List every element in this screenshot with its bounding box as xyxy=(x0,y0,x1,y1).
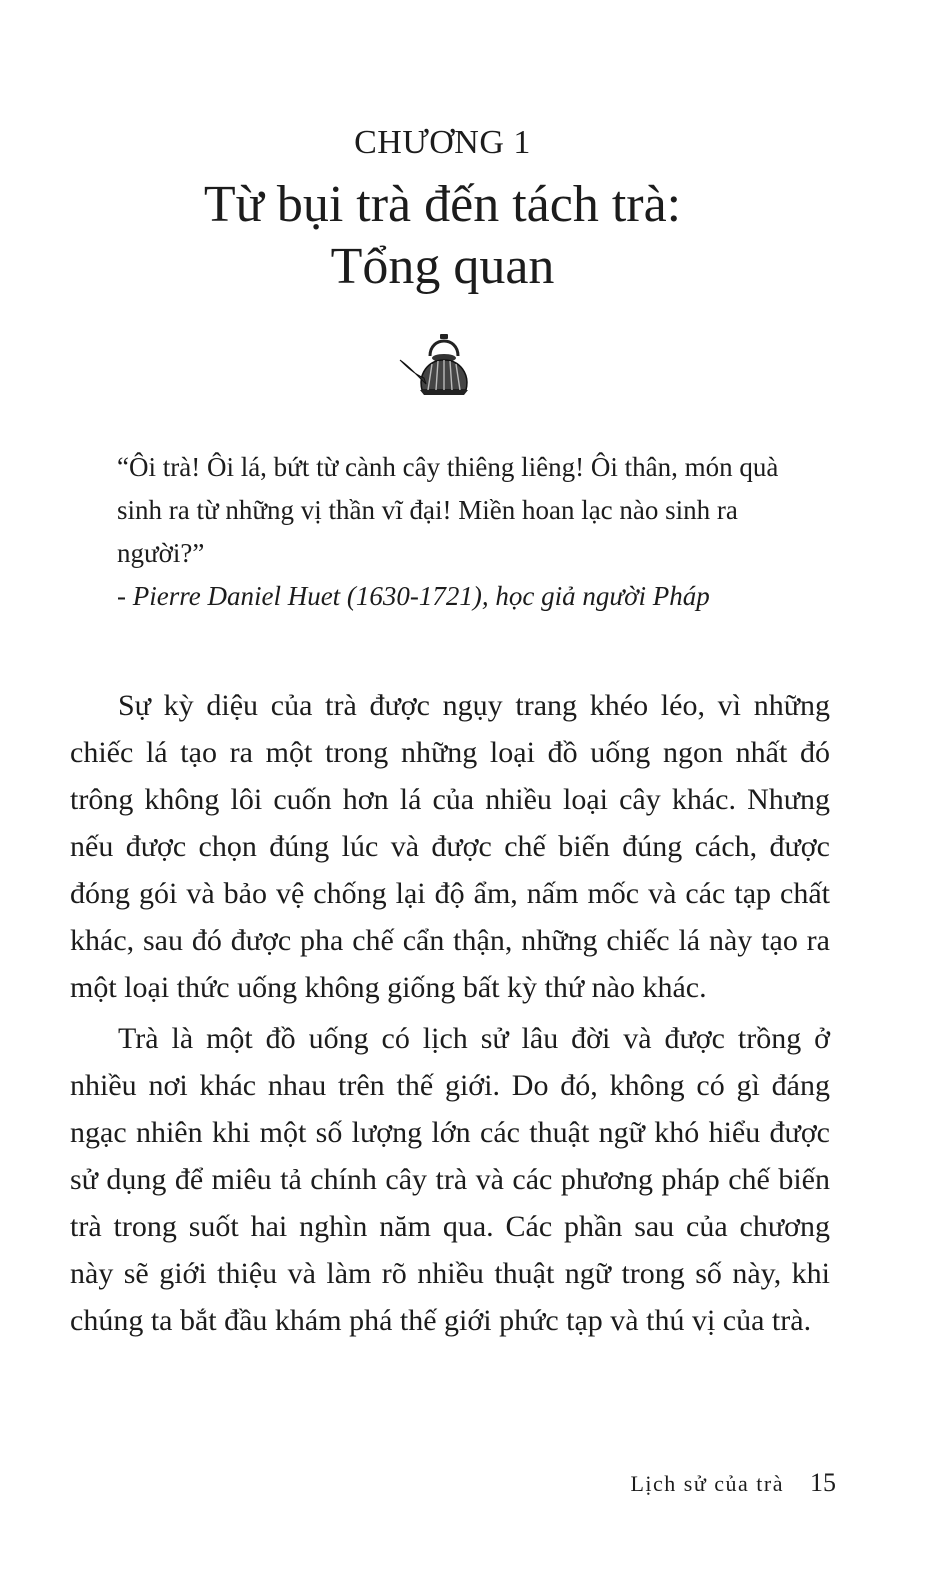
paragraph: Trà là một đồ uống có lịch sử lâu đời và được trồng ở nhiều nơi khác nhau trên thế giới. Do đó, không có gì đáng ngạc nhiên khi một số lượng lớn các thuật ngữ khó hiểu được sử dụng để miêu tả chính cây trà và các phương pháp chế biến trà trong suốt hai nghìn năm qua. Các phần sau của chương này sẽ giới thiệu và làm rõ nhiều thuật ngữ trong số này, khi chúng ta bắt đầu khám phá thế giới phức tạp và thú vị của trà. xyxy=(70,1022,830,1337)
chapter-title xyxy=(0,174,885,298)
chapter-label: CHƯƠNG 1 xyxy=(354,124,531,161)
body-text xyxy=(70,682,830,1344)
running-title: Lịch sử của trà xyxy=(630,1471,784,1496)
paragraph: Sự kỳ diệu của trà được ngụy trang khéo léo, vì những chiếc lá tạo ra một trong những loại đồ uống ngon nhất đó trông không lôi cuốn hơn lá của nhiều loại cây khác. Nhưng nếu được chọn đúng lúc và được chế biến đúng cách, được đóng gói và bảo vệ chống lại độ ẩm, nấm mốc và các tạp chất khác, sau đó được pha chế cẩn thận, những chiếc lá này tạo ra một loại thức uống không giống bất kỳ thứ nào khác. xyxy=(70,689,830,1004)
epigraph xyxy=(117,446,797,618)
chapter-title-line-1: Từ bụi trà đến tách trà: xyxy=(203,176,682,233)
epigraph-attribution: - Pierre Daniel Huet (1630-1721), học giả người Pháp xyxy=(117,581,710,611)
page-footer xyxy=(0,1468,836,1498)
epigraph-quote: “Ôi trà! Ôi lá, bứt từ cành cây thiêng liêng! Ôi thân, món quà sinh ra từ những vị thần vĩ đại! Miền hoan lạc nào sinh ra người?” xyxy=(117,452,779,568)
teapot-icon xyxy=(396,330,492,400)
page-number: 15 xyxy=(810,1468,836,1497)
chapter-title-line-2: Tổng quan xyxy=(330,238,555,295)
